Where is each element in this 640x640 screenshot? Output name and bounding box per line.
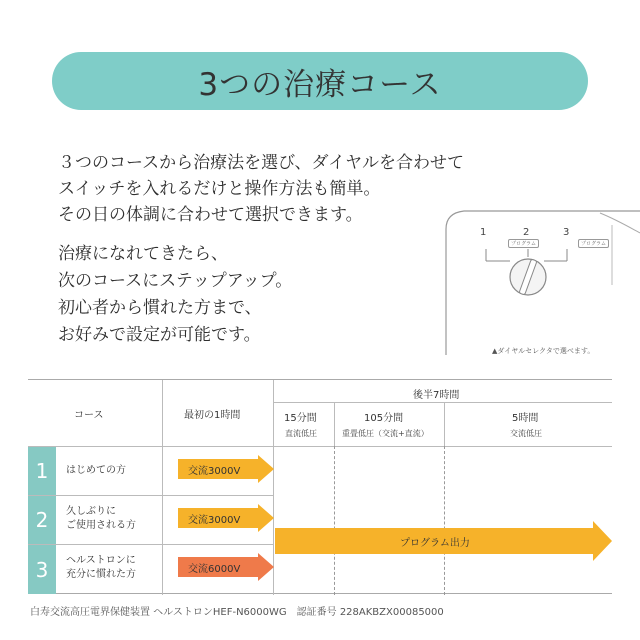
course-label: [66, 464, 126, 478]
first-hour-arrow: [178, 504, 274, 532]
dial-number-2: 2: [523, 227, 530, 238]
header-course: コース: [74, 410, 104, 421]
intro-line: スイッチを入れるだけと操作方法も簡単。: [58, 179, 381, 199]
header-sub-time: 5時間: [512, 413, 539, 424]
column-divider: [162, 380, 163, 595]
dial-number-1: 1: [480, 227, 487, 238]
device-caption: ▲ダイヤルセレクタで選べます。: [492, 347, 595, 355]
course-table: [28, 379, 612, 594]
column-divider: [444, 402, 445, 446]
arrow-label: 交流6000V: [188, 563, 241, 575]
intro-line: 初心者から慣れた方まで、: [58, 298, 262, 318]
intro-line: 治療になれてきたら、: [58, 244, 228, 264]
footer-note: 白寿交流高圧電界保健装置 ヘルストロンHEF-N6000WG 認証番号 228AKBZX00085000: [30, 607, 444, 618]
header-sub-time: 105分間: [364, 413, 404, 424]
arrow-label: 交流3000V: [188, 465, 241, 477]
dial-number-3: 3: [563, 227, 570, 238]
course-number: 2: [28, 496, 56, 544]
header-first-hour: 最初の1時間: [184, 410, 241, 421]
first-hour-arrow: [178, 455, 274, 483]
program-output-arrow: [275, 521, 612, 561]
header-sub-mode: 重畳低圧（交流+直流）: [342, 429, 429, 438]
header-latter: 後半7時間: [413, 390, 460, 401]
program-tag: プログラム: [508, 239, 539, 248]
program-tag: プログラム: [578, 239, 609, 248]
intro-line: お好みで設定が可能です。: [58, 325, 261, 345]
row-divider: [28, 446, 612, 447]
intro-text: [58, 150, 464, 228]
column-divider: [334, 402, 335, 446]
title-banner: [52, 52, 588, 110]
course-label-line: はじめての方: [66, 465, 126, 476]
intro-line: ３つのコースから治療法を選び、ダイヤルを合わせて: [58, 153, 464, 173]
intro-line: 次のコースにステップアップ。: [58, 271, 293, 291]
arrow-label: 交流3000V: [188, 514, 241, 526]
header-sub-mode: 交流低圧: [510, 429, 542, 438]
device-illustration: [440, 205, 640, 365]
device-panel-drawing: [440, 205, 640, 365]
arrow-label: プログラム出力: [400, 537, 470, 549]
header-sub-mode: 直流低圧: [285, 429, 317, 438]
intro-line: その日の体調に合わせて選択できます。: [58, 205, 363, 225]
course-number: 3: [28, 545, 56, 594]
row-divider: [28, 544, 273, 545]
course-label: [66, 554, 136, 582]
course-label-line: ご使用される方: [66, 520, 136, 531]
row-divider: [28, 495, 273, 496]
course-label: [66, 505, 136, 533]
course-label-line: 充分に慣れた方: [66, 569, 136, 580]
row-divider: [273, 402, 612, 403]
first-hour-arrow: [178, 553, 274, 581]
header-sub-time: 15分間: [284, 413, 317, 424]
intro-text-2: [58, 241, 292, 349]
course-label-line: 久しぶりに: [66, 506, 116, 517]
course-label-line: ヘルストロンに: [66, 555, 136, 566]
page-title: 3つの治療コース: [198, 66, 442, 103]
course-number: 1: [28, 447, 56, 495]
